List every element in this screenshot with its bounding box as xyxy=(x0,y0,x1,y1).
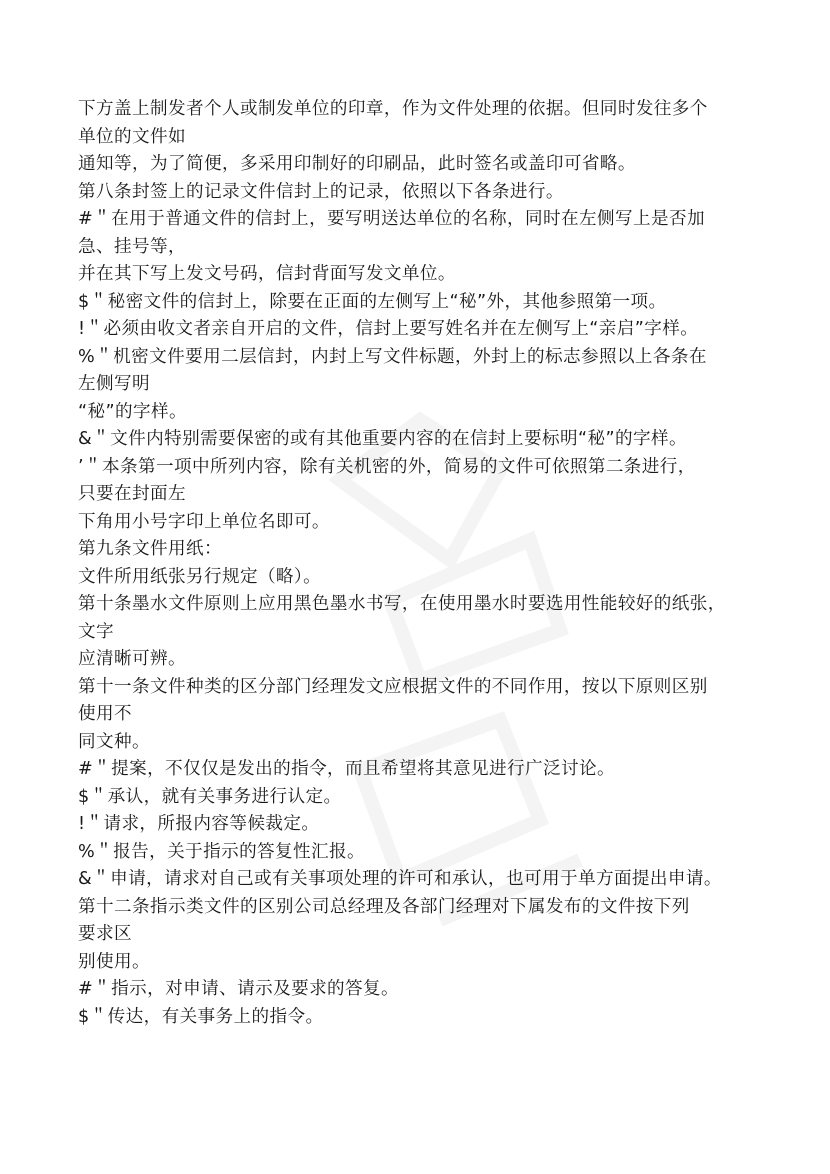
article-12-heading: 第十二条指示类文件的区别公司总经理及各部门经理对下属发布的文件按下列 xyxy=(78,896,690,917)
text-line: 文件所用纸张另行规定（略）。 xyxy=(78,566,322,587)
article-9-heading: 第九条文件用纸： xyxy=(78,539,222,559)
text-line: 下角用小号字印上单位名即可。 xyxy=(78,511,330,532)
list-item: $＂承认，就有关事务进行认定。 xyxy=(78,786,342,807)
text-line: 同文种。 xyxy=(78,731,150,752)
text-line: 使用不 xyxy=(78,704,132,724)
text-line: $＂秘密文件的信封上，除要在正面的左侧写上“秘”外，其他参照第一项。 xyxy=(78,291,667,312)
text-line: 应清晰可辨。 xyxy=(78,649,186,669)
text-line: #＂在用于普通文件的信封上，要写明送达单位的名称，同时在左侧写上是否加 xyxy=(78,209,705,229)
text-line: %＂机密文件要用二层信封，内封上写文件标题，外封上的标志参照以上各条在 xyxy=(78,346,707,367)
text-line: 要求区 xyxy=(78,924,132,944)
text-line: 单位的文件如 xyxy=(78,126,186,147)
text-line: 别使用。 xyxy=(78,951,150,972)
text-line: “秘”的字样。 xyxy=(78,401,187,422)
list-item: &＂申请，请求对自己或有关事项处理的许可和承认，也可用于单方面提出申请。 xyxy=(78,869,722,889)
text-line: &＂文件内特别需要保密的或有其他重要内容的在信封上要标明“秘”的字样。 xyxy=(78,429,687,449)
article-8-heading: 第八条封签上的记录文件信封上的记录，依照以下各条进行。 xyxy=(78,181,564,202)
text-line: 通知等，为了简便，多采用印制好的印刷品，此时签名或盖印可省略。 xyxy=(78,154,636,174)
list-item: %＂报告，关于指示的答复性汇报。 xyxy=(78,841,366,862)
list-item: #＂提案，不仅仅是发出的指令，而且希望将其意见进行广泛讨论。 xyxy=(78,759,615,779)
list-item: !＂请求，所报内容等候裁定。 xyxy=(78,814,320,834)
article-10-heading: 第十条墨水文件原则上应用黑色墨水书写，在使用墨水时要选用性能较好的纸张， xyxy=(78,594,726,614)
text-line: ’＂本条第一项中所列内容，除有关机密的外，简易的文件可依照第二条进行， xyxy=(78,456,696,477)
text-line: !＂必须由收文者亲自开启的文件，信封上要写姓名并在左侧写上“亲启”字样。 xyxy=(78,319,699,339)
article-11-heading: 第十一条文件种类的区分部门经理发文应根据文件的不同作用，按以下原则区别 xyxy=(78,676,708,697)
text-line: 并在其下写上发文号码，信封背面写发文单位。 xyxy=(78,264,456,284)
document-body xyxy=(78,96,778,1031)
text-line: 急、挂号等， xyxy=(78,236,186,257)
text-line: 文字 xyxy=(78,621,114,642)
list-item: #＂指示，对申请、请示及要求的答复。 xyxy=(78,979,400,999)
text-line: 只要在封面左 xyxy=(78,484,186,504)
list-item: $＂传达，有关事务上的指令。 xyxy=(78,1006,324,1027)
text-line: 下方盖上制发者个人或制发单位的印章，作为文件处理的依据。但同时发往多个 xyxy=(78,99,708,119)
text-line: 左侧写明 xyxy=(78,374,150,394)
